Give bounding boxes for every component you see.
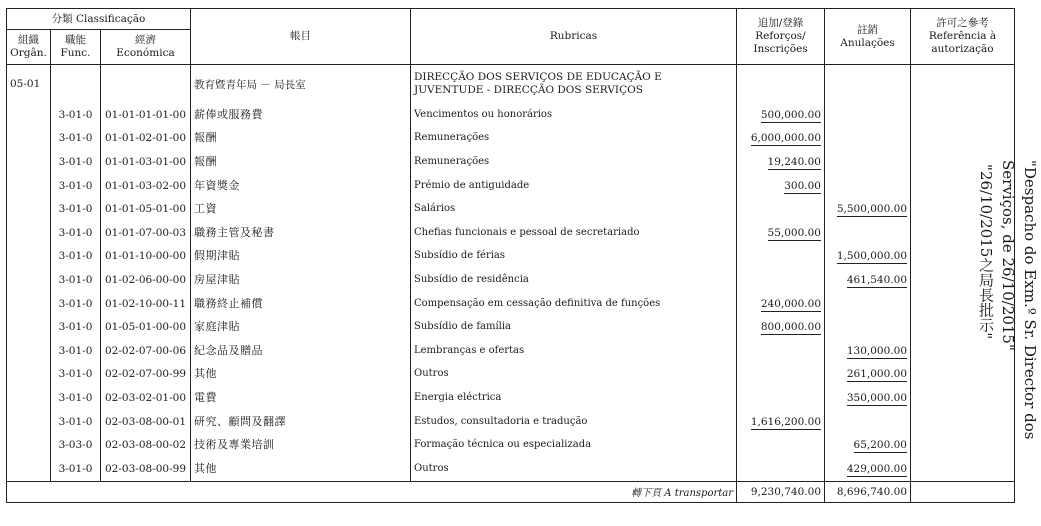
header-conta: 帳目 — [191, 9, 411, 65]
cell-reforco — [737, 315, 825, 339]
cell-organ — [7, 197, 51, 221]
cell-conta: 報酬 — [191, 150, 411, 174]
cell-reforco — [737, 339, 825, 363]
cell-conta: 假期津貼 — [191, 245, 411, 269]
cell-econ: 02-03-02-01-00 — [101, 386, 191, 410]
cell-econ: 01-01-10-00-00 — [101, 245, 191, 269]
table-row — [7, 315, 1015, 339]
cell-anulacao-value: 65,200.00 — [853, 439, 907, 452]
cell-rubrica: Prémio de antiguidade — [411, 174, 737, 198]
cell-func: 3-03-0 — [51, 433, 101, 457]
cell-reforco — [737, 65, 825, 104]
cell-reforco — [737, 103, 825, 127]
cell-anulacao — [825, 245, 911, 269]
total-reforcos: 9,230,740.00 — [737, 481, 825, 502]
header-rubricas: Rubricas — [411, 9, 737, 65]
table-row — [7, 197, 1015, 221]
cell-anulacao — [825, 457, 911, 481]
total-anulacoes: 8,696,740.00 — [825, 481, 911, 502]
cell-reforco-value: 500,000.00 — [760, 108, 821, 121]
cell-authorization — [911, 103, 1015, 127]
header-reforcos-pt1: Reforços/ — [755, 30, 806, 42]
cell-func — [51, 65, 101, 104]
cell-econ: 01-01-05-01-00 — [101, 197, 191, 221]
cell-econ: 02-03-08-00-01 — [101, 410, 191, 434]
cell-organ — [7, 457, 51, 481]
cell-econ: 01-05-01-00-00 — [101, 315, 191, 339]
table-row — [7, 410, 1015, 434]
cell-func: 3-01-0 — [51, 315, 101, 339]
cell-organ — [7, 363, 51, 387]
cell-anulacao-value: 429,000.00 — [846, 462, 907, 475]
cell-rubrica: Salários — [411, 197, 737, 221]
cell-func: 3-01-0 — [51, 410, 101, 434]
cell-authorization — [911, 457, 1015, 481]
header-reforcos-pt2: Inscrições — [753, 43, 808, 55]
table-row — [7, 221, 1015, 245]
cell-organ — [7, 433, 51, 457]
table-row — [7, 339, 1015, 363]
cell-reforco-value: 800,000.00 — [760, 321, 821, 334]
cell-anulacao — [825, 65, 911, 104]
cell-reforco — [737, 268, 825, 292]
header-referencia-zh: 許可之參考 — [936, 17, 989, 29]
cell-econ: 01-02-06-00-00 — [101, 268, 191, 292]
cell-econ — [101, 65, 191, 104]
cell-organ — [7, 410, 51, 434]
header-func-zh: 職能 — [65, 34, 86, 46]
cell-econ: 01-01-03-01-00 — [101, 150, 191, 174]
cell-func: 3-01-0 — [51, 245, 101, 269]
cell-anulacao — [825, 410, 911, 434]
cell-conta: 年資獎金 — [191, 174, 411, 198]
header-referencia-pt1: Referência à — [928, 30, 997, 42]
cell-reforco-value: 300.00 — [784, 179, 821, 192]
cell-organ — [7, 127, 51, 151]
cell-anulacao — [825, 386, 911, 410]
cell-organ — [7, 174, 51, 198]
cell-rubrica: Outros — [411, 363, 737, 387]
cell-organ — [7, 268, 51, 292]
cell-organ — [7, 150, 51, 174]
cell-func: 3-01-0 — [51, 386, 101, 410]
cell-authorization — [911, 127, 1015, 151]
cell-anulacao — [825, 103, 911, 127]
cell-reforco — [737, 150, 825, 174]
cell-conta: 薪俸或服務費 — [191, 103, 411, 127]
header-organ-zh: 組織 — [18, 34, 39, 46]
cell-reforco-value: 19,240.00 — [767, 155, 821, 168]
cell-conta: 技術及專業培訓 — [191, 433, 411, 457]
cell-rubrica: Compensação em cessação definitiva de funções — [411, 292, 737, 316]
cell-reforco-value: 1,616,200.00 — [750, 415, 821, 428]
cell-func: 3-01-0 — [51, 221, 101, 245]
cell-rubrica: Remunerações — [411, 150, 737, 174]
header-reforcos — [737, 9, 825, 65]
cell-organ — [7, 245, 51, 269]
cell-econ: 01-01-03-02-00 — [101, 174, 191, 198]
table-row — [7, 174, 1015, 198]
cell-anulacao — [825, 174, 911, 198]
cell-econ: 01-01-07-00-03 — [101, 221, 191, 245]
cell-organ — [7, 386, 51, 410]
cell-reforco-value: 6,000,000.00 — [750, 132, 821, 145]
header-econ-pt: Económica — [116, 47, 175, 59]
cell-anulacao-value: 261,000.00 — [846, 368, 907, 381]
table-row — [7, 150, 1015, 174]
cell-conta: 報酬 — [191, 127, 411, 151]
table-row — [7, 386, 1015, 410]
cell-rubrica: Outros — [411, 457, 737, 481]
cell-anulacao-value: 5,500,000.00 — [836, 203, 907, 216]
cell-rubrica: Chefias funcionais e pessoal de secretariado — [411, 221, 737, 245]
header-anulacoes-zh: 註銷 — [857, 23, 878, 36]
cell-rubrica: Subsídio de família — [411, 315, 737, 339]
cell-econ: 02-02-07-00-06 — [101, 339, 191, 363]
cell-reforco — [737, 410, 825, 434]
table-row — [7, 268, 1015, 292]
cell-conta: 紀念品及贈品 — [191, 339, 411, 363]
header-reforcos-zh: 追加/登錄 — [757, 17, 804, 29]
cell-organ — [7, 221, 51, 245]
header-organ-pt: Orgân. — [10, 47, 47, 59]
cell-anulacao — [825, 433, 911, 457]
cell-anulacao-value: 461,540.00 — [846, 273, 907, 286]
cell-reforco — [737, 292, 825, 316]
cell-reforco — [737, 457, 825, 481]
cell-conta: 職務主管及秘書 — [191, 221, 411, 245]
cell-anulacao — [825, 315, 911, 339]
cell-conta: 職務終止補償 — [191, 292, 411, 316]
cell-reforco — [737, 221, 825, 245]
cell-func: 3-01-0 — [51, 339, 101, 363]
cell-func: 3-01-0 — [51, 197, 101, 221]
header-func-pt: Func. — [60, 47, 91, 59]
transport-label: 轉下頁 A transportar — [7, 481, 737, 502]
cell-anulacao-value: 130,000.00 — [846, 344, 907, 357]
cell-anulacao — [825, 221, 911, 245]
cell-func: 3-01-0 — [51, 150, 101, 174]
cell-reforco — [737, 245, 825, 269]
cell-rubrica: Energia eléctrica — [411, 386, 737, 410]
header-anulacoes-pt: Anulações — [840, 36, 895, 49]
cell-func: 3-01-0 — [51, 174, 101, 198]
cell-reforco-value: 55,000.00 — [767, 226, 821, 239]
cell-conta: 家庭津貼 — [191, 315, 411, 339]
cell-econ: 01-01-01-01-00 — [101, 103, 191, 127]
header-referencia — [911, 9, 1015, 65]
cell-organ — [7, 292, 51, 316]
cell-conta: 教育暨青年局 － 局長室 — [191, 65, 411, 104]
header-organ — [7, 30, 51, 65]
cell-anulacao-value: 1,500,000.00 — [836, 250, 907, 263]
cell-func: 3-01-0 — [51, 292, 101, 316]
cell-rubrica: Subsídio de residência — [411, 268, 737, 292]
cell-anulacao — [825, 268, 911, 292]
cell-conta: 研究、顧問及翻譯 — [191, 410, 411, 434]
table-row — [7, 457, 1015, 481]
cell-econ: 01-02-10-00-11 — [101, 292, 191, 316]
cell-organ — [7, 103, 51, 127]
cell-reforco — [737, 127, 825, 151]
cell-reforco — [737, 174, 825, 198]
cell-econ: 02-02-07-00-99 — [101, 363, 191, 387]
cell-econ: 01-01-02-01-00 — [101, 127, 191, 151]
cell-func: 3-01-0 — [51, 457, 101, 481]
cell-anulacao — [825, 292, 911, 316]
cell-organ — [7, 315, 51, 339]
cell-reforco — [737, 363, 825, 387]
cell-econ: 02-03-08-00-99 — [101, 457, 191, 481]
cell-authorization — [911, 65, 1015, 104]
cell-anulacao — [825, 363, 911, 387]
cell-conta: 工資 — [191, 197, 411, 221]
cell-conta: 電費 — [191, 386, 411, 410]
cell-rubrica: DIRECÇÃO DOS SERVIÇOS DE EDUCAÇÃO E JUVENTUDE - DIRECÇÃO DOS SERVIÇOS — [411, 65, 737, 104]
cell-rubrica: Estudos, consultadoria e tradução — [411, 410, 737, 434]
cell-rubrica: Subsídio de férias — [411, 245, 737, 269]
cell-anulacao — [825, 339, 911, 363]
header-anulacoes — [825, 9, 911, 65]
table-row — [7, 363, 1015, 387]
table-row — [7, 292, 1015, 316]
total-blank — [911, 481, 1015, 502]
cell-reforco-value: 240,000.00 — [760, 297, 821, 310]
header-econ — [101, 30, 191, 65]
cell-reforco — [737, 197, 825, 221]
header-classificacao: 分類 Classificação — [7, 9, 191, 30]
table-row-total — [7, 481, 1015, 502]
cell-func: 3-01-0 — [51, 363, 101, 387]
header-func — [51, 30, 101, 65]
cell-econ: 02-03-08-00-02 — [101, 433, 191, 457]
authorization-text-pt: "Despacho do Exm.º Sr. Director dos Serviços, de 26/10/2015" — [999, 160, 1039, 440]
cell-func: 3-01-0 — [51, 103, 101, 127]
budget-ledger-table — [6, 8, 1015, 503]
table-row — [7, 127, 1015, 151]
authorization-text-zh: "26/10/2015之局長批示" — [977, 164, 995, 340]
cell-func: 3-01-0 — [51, 268, 101, 292]
cell-reforco — [737, 386, 825, 410]
cell-conta: 房屋津貼 — [191, 268, 411, 292]
table-row-department — [7, 65, 1015, 104]
cell-conta: 其他 — [191, 363, 411, 387]
cell-rubrica: Formação técnica ou especializada — [411, 433, 737, 457]
authorization-note — [911, 160, 1041, 460]
cell-organ: 05-01 — [7, 65, 51, 104]
header-referencia-pt2: autorização — [931, 43, 994, 55]
cell-rubrica: Vencimentos ou honorários — [411, 103, 737, 127]
cell-anulacao-value: 350,000.00 — [846, 391, 907, 404]
cell-anulacao — [825, 150, 911, 174]
cell-anulacao — [825, 127, 911, 151]
cell-conta: 其他 — [191, 457, 411, 481]
cell-organ — [7, 339, 51, 363]
table-row — [7, 433, 1015, 457]
table-row — [7, 245, 1015, 269]
cell-rubrica: Lembranças e ofertas — [411, 339, 737, 363]
cell-reforco — [737, 433, 825, 457]
cell-anulacao — [825, 197, 911, 221]
cell-func: 3-01-0 — [51, 127, 101, 151]
table-row — [7, 103, 1015, 127]
cell-rubrica: Remunerações — [411, 127, 737, 151]
header-econ-zh: 經濟 — [135, 34, 156, 46]
